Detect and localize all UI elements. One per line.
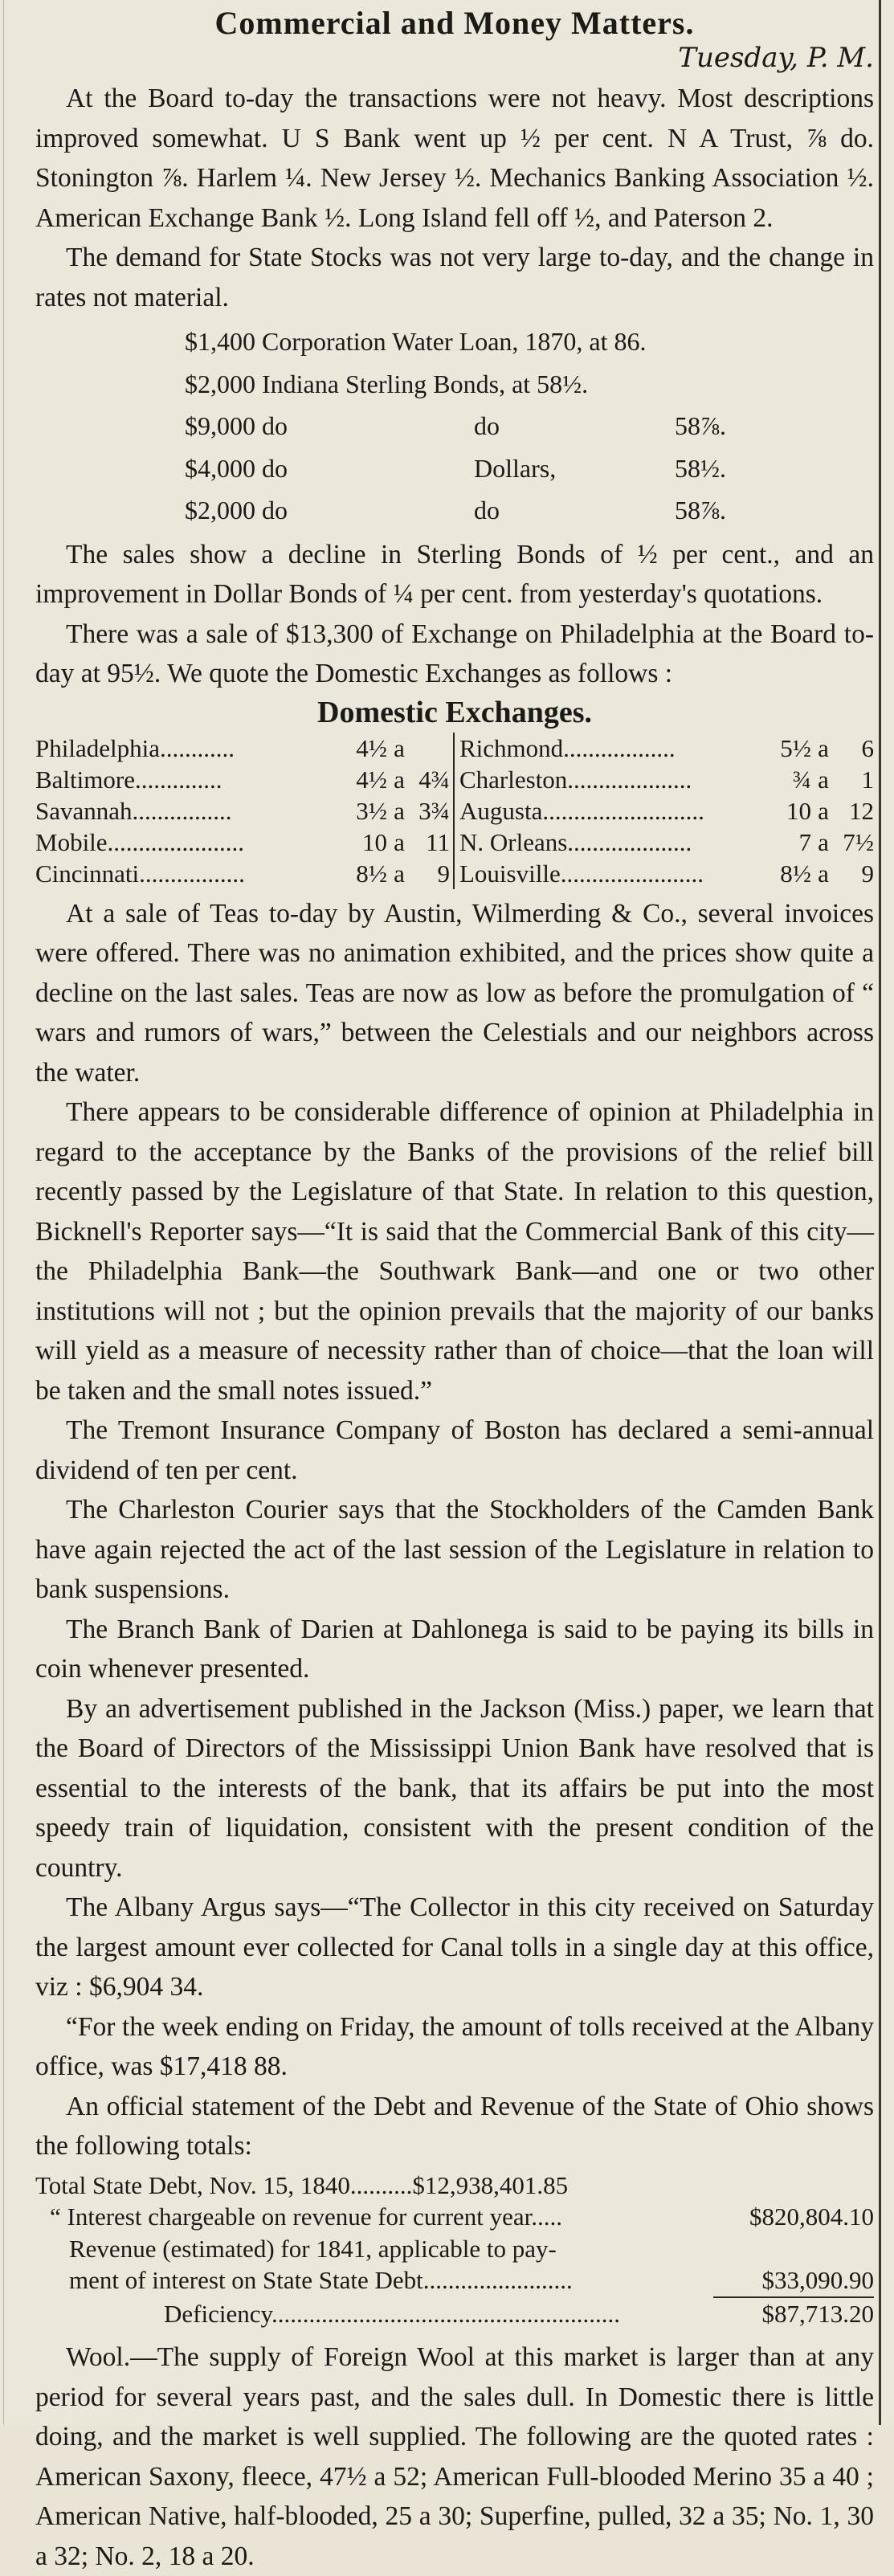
debt-label: ment of interest on State State Debt........................: [69, 2266, 573, 2294]
ohio-debt-table: [35, 2170, 874, 2330]
rate-high: 12: [849, 796, 874, 825]
paragraph-teas: At a sale of Teas to-day by Austin, Wilmerding & Co., several invoices were offered. There was no animation exhibited, and the prices show quite a decline on the last sales. Teas are now as low as before the promulgation of “ wars and rumors of wars,” between the Celestials and our neighbors across the water.: [35, 898, 874, 1088]
exchange-row: [35, 827, 450, 858]
sale-rate: 58⅞.: [675, 411, 726, 440]
sale-desc: $2,000 do: [185, 496, 288, 525]
rate-low: 7: [798, 827, 811, 856]
exchange-row: [35, 733, 450, 764]
sale-kind: do: [474, 411, 500, 440]
dateline: Tuesday, P. M.: [678, 42, 874, 74]
rate-sep: a: [394, 733, 405, 762]
sale-desc: $9,000 do: [185, 411, 288, 440]
article-column: [35, 5, 874, 2576]
rate-high: 9: [437, 859, 450, 888]
rate-low: 10: [362, 827, 387, 856]
sale-rate: 58½.: [675, 453, 726, 483]
debt-row: [35, 2201, 874, 2233]
debt-row: [35, 2170, 874, 2202]
rate-sep: a: [818, 765, 829, 794]
city-name: Louisville.......................: [459, 859, 704, 888]
column-rule: [879, 0, 881, 2425]
debt-amount: $87,713.20: [761, 2299, 874, 2328]
paragraph-darien-bank: The Branch Bank of Darien at Dahlonega is said to be paying its bills in coin whenever presented.: [35, 1614, 874, 1684]
rate-sep: a: [818, 733, 829, 762]
sale-rate: 58⅞.: [675, 496, 726, 525]
city-name: Philadelphia............: [35, 733, 235, 762]
city-name: Baltimore..............: [35, 765, 222, 794]
paragraph-albany-argus: The Albany Argus says—“The Collector in this city received on Saturday the largest amount ever collected for Canal tolls in a single day at this office, viz : $6,904 34.: [35, 1892, 874, 2002]
city-name: Richmond..................: [459, 733, 676, 762]
paragraph-board-transactions: At the Board to-day the transactions were not heavy. Most descriptions improved somewhat. U S Bank went up ½ per cent. N A Trust, ⅞ do. Stonington ⅞. Harlem ¼. New Jersey ½. Mechanics Banking Association ½. American Exchange Bank ½. Long Island fell off ½, and Paterson 2.: [35, 84, 874, 233]
rate-low: 3½: [356, 796, 387, 825]
debt-label: “ Interest chargeable on revenue for current year.....: [50, 2202, 563, 2231]
paragraph-tremont-insurance: The Tremont Insurance Company of Boston has declared a semi-annual dividend of ten per cent.: [35, 1415, 874, 1485]
debt-label: Revenue (estimated) for 1841, applicable to pay-: [69, 2234, 557, 2263]
paragraph-mississippi-bank: By an advertisement published in the Jackson (Miss.) paper, we learn that the Board of Directors of the Mississippi Union Bank have resolved that is essential to the interests of the bank, that its affairs be put into the most speedy train of liquidation, consistent with the present condition of the country.: [35, 1693, 874, 1883]
debt-row: [35, 2233, 874, 2265]
rate-low: 4½: [356, 765, 387, 794]
city-name: Augusta..........................: [459, 796, 704, 825]
sale-row: [185, 320, 874, 363]
rate-high: 1: [861, 765, 874, 794]
sale-kind: Dollars,: [474, 453, 557, 483]
exchange-row: [35, 764, 450, 795]
rate-sep: a: [394, 765, 405, 794]
paragraph-wool: Wool.—The supply of Foreign Wool at this market is larger than at any period for several years past, and the sales dull. In Domestic there is little doing, and the market is well supplied. The following are the quoted rates : American Saxony, fleece, 47½ a 52; American Full-blooded Merino 35 a 40 ; American Native, half-blooded, 25 a 30; Superfine, pulled, 32 a 35; No. 1, 30 a 32; No. 2, 18 a 20.: [35, 2342, 874, 2571]
paragraph-philadelphia-banks: There appears to be considerable difference of opinion at Philadelphia in regard to the acceptance by the Banks of the provisions of the relief bill recently passed by the Legislature of that State. In relation to this question, Bicknell's Reporter says—“It is said that the Commercial Bank of this city—the Philadelphia Bank—the Southwark Bank—and one or two other institutions will not ; but the opinion prevails that the majority of our banks will yield as a measure of necessity rather than of choice—that the loan will be taken and the small notes issued.”: [35, 1097, 874, 1406]
city-name: N. Orleans....................: [459, 827, 692, 856]
sale-row: [185, 489, 874, 532]
exchange-row: [459, 795, 874, 827]
city-name: Charleston....................: [459, 765, 692, 794]
city-name: Savannah................: [35, 796, 232, 825]
debt-label: Deficiency........................................................: [164, 2299, 620, 2328]
rate-sep: a: [818, 859, 829, 888]
exchanges-left-column: [35, 733, 455, 889]
paragraph-albany-tolls: “For the week ending on Friday, the amount of tolls received at the Albany office, was $17,418 88.: [35, 2011, 874, 2081]
exchange-row: [459, 764, 874, 795]
rate-low: 10: [786, 796, 811, 825]
rate-low: 4½: [356, 733, 387, 762]
rate-high: [411, 733, 450, 764]
rate-low: 5½: [780, 733, 811, 762]
rate-sep: a: [394, 859, 405, 888]
paragraph-camden-bank: The Charleston Courier says that the Stockholders of the Camden Bank have again rejected the act of the last session of the Legislature in relation to bank suspensions.: [35, 1495, 874, 1604]
rate-sep: a: [818, 796, 829, 825]
exchange-row: [35, 795, 450, 827]
domestic-exchanges-table: [35, 733, 874, 889]
rate-sep: a: [394, 827, 405, 856]
debt-row: [35, 2264, 874, 2298]
exchange-row: [459, 858, 874, 889]
paragraph-state-stocks: The demand for State Stocks was not very large to-day, and the change in rates not material.: [35, 243, 874, 312]
rate-low: 8½: [356, 859, 387, 888]
city-name: Cincinnati.................: [35, 859, 245, 888]
debt-amount: $33,090.90: [713, 2264, 874, 2298]
domestic-exchanges-heading: Domestic Exchanges.: [317, 695, 592, 729]
rate-low: 8½: [780, 859, 811, 888]
debt-label: Total State Debt, Nov. 15, 1840..........$12,938,401.85: [35, 2170, 569, 2199]
sale-row: [185, 447, 874, 490]
rate-high: 4¾: [418, 765, 450, 794]
debt-amount: $820,804.10: [749, 2202, 874, 2231]
rate-high: 9: [861, 859, 874, 888]
city-name: Mobile......................: [35, 827, 245, 856]
sale-desc: $4,000 do: [185, 453, 288, 483]
article-heading: Commercial and Money Matters.: [214, 5, 695, 41]
sale-row: [185, 363, 874, 406]
rate-high: 6: [861, 733, 874, 762]
rate-high: 7½: [843, 827, 874, 856]
rate-high: 3¾: [418, 796, 450, 825]
sale-row: [185, 405, 874, 447]
stock-sales-list: [185, 320, 874, 532]
paragraph-exchange-sale: There was a sale of $13,300 of Exchange on Philadelphia at the Board to-day at 95½. We quote the Domestic Exchanges as follows :: [35, 618, 874, 688]
exchange-row: [459, 827, 874, 858]
sale-kind: do: [474, 496, 500, 525]
rate-low: ¾: [792, 765, 811, 794]
sale-desc: $1,400 Corporation Water Loan, 1870, at 86.: [185, 327, 647, 356]
rate-sep: a: [394, 796, 405, 825]
exchange-row: [35, 858, 450, 889]
rate-high: 11: [426, 827, 450, 856]
paragraph-sterling-bonds: The sales show a decline in Sterling Bonds of ½ per cent., and an improvement in Dollar Bonds of ¼ per cent. from yesterday's quotations.: [35, 539, 874, 609]
sale-desc: $2,000 Indiana Sterling Bonds, at 58½.: [185, 369, 589, 398]
debt-row: [35, 2298, 874, 2330]
paragraph-ohio-statement: An official statement of the Debt and Revenue of the State of Ohio shows the following totals:: [35, 2091, 874, 2161]
rate-sep: a: [818, 827, 829, 856]
exchanges-right-column: [455, 733, 874, 889]
exchange-row: [459, 733, 874, 764]
left-margin-rule: [3, 0, 4, 2425]
